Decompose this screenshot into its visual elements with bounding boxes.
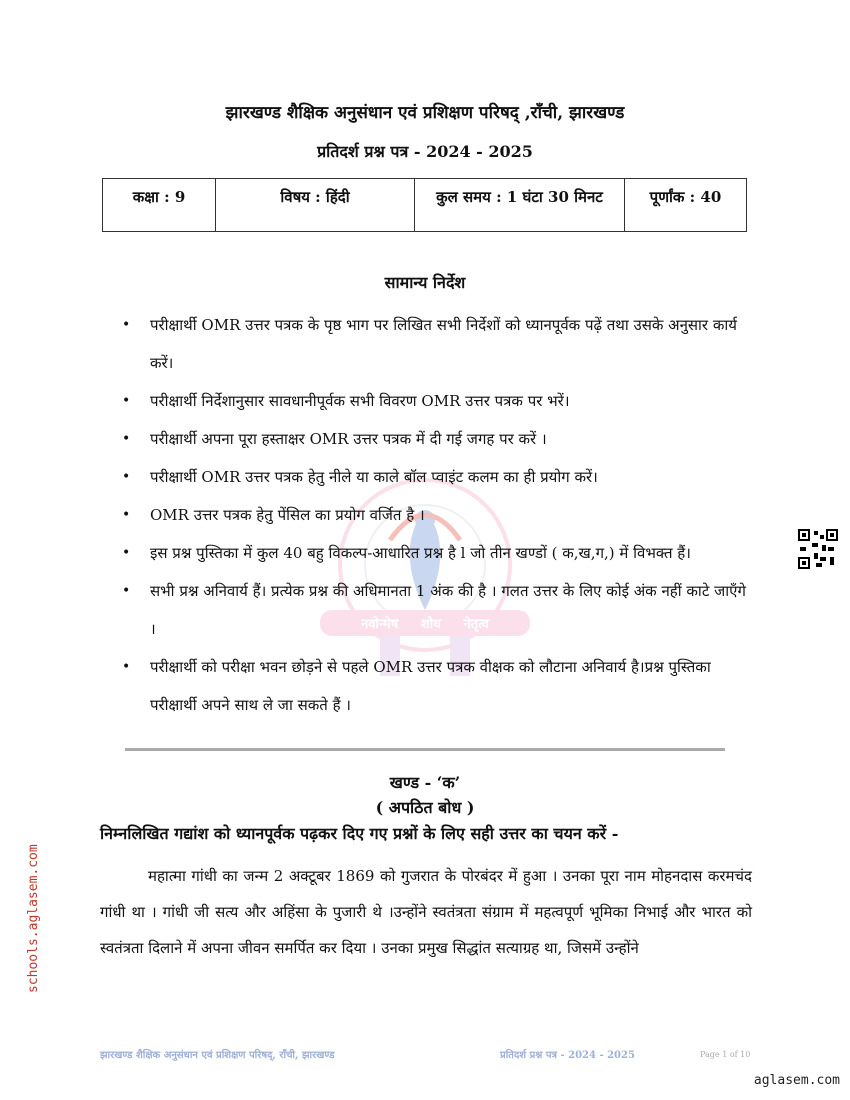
section-subtitle: ( अपठित बोध ) [375, 798, 475, 817]
footer-council-name: झारखण्ड शैक्षिक अनुसंधान एवं प्रशिक्षण परिषद्, राँची, झारखण्ड [100, 1050, 335, 1061]
class-cell: कक्षा : 9 [103, 179, 216, 232]
document-title: झारखण्ड शैक्षिक अनुसंधान एवं प्रशिक्षण परिषद् ,राँची, झारखण्ड [225, 103, 625, 123]
watermark-motto: नवोन्मेष शोध नेतृत्व [361, 617, 489, 632]
exam-info-table [102, 178, 747, 232]
instruction-item: • सभी प्रश्न अनिवार्य हैं। प्रत्येक प्रश्न की अधिमानता 1 अंक की है । गलत उत्तर के लिए कोई अंक नहीं काटे जाएँगे । [122, 582, 746, 638]
instructions-heading: सामान्य निर्देश [384, 273, 466, 292]
document-subtitle: प्रतिदर्श प्रश्न पत्र - 2024 - 2025 [317, 142, 533, 161]
instruction-item: • परीक्षार्थी अपना पूरा हस्ताक्षर OMR उत्तर पत्रक में दी गई जगह पर करें । [122, 430, 547, 448]
subject-cell: विषय : हिंदी [216, 179, 415, 232]
instruction-item: • परीक्षार्थी निर्देशानुसार सावधानीपूर्वक सभी विवरण OMR उत्तर पत्रक पर भरें। [122, 392, 570, 410]
site-link[interactable]: aglasem.com [753, 1073, 840, 1088]
instruction-item: • परीक्षार्थी को परीक्षा भवन छोड़ने से पहले OMR उत्तर पत्रक वीक्षक को लौटाना अनिवार्य है।प्रश्न पुस्तिका परीक्षार्थी अपने साथ ले जा सकते हैं । [122, 658, 711, 714]
passage-direction: निम्नलिखित गद्यांश को ध्यानपूर्वक पढ़कर दिए गए प्रश्नों के लिए सही उत्तर का चयन करें - [100, 824, 619, 843]
passage-text: महात्मा गांधी का जन्म 2 अक्टूबर 1869 को गुजरात के पोरबंदर में हुआ । उनका पूरा नाम मोहनदास करमचंद गांधी था । गांधी जी सत्य और अहिंसा के पुजारी थे ।उन्होंने स्वतंत्रता संग्राम में महत्वपूर्ण भूमिका निभाई और भारत को स्वतंत्रता दिलाने में अपना जीवन समर्पित कर दिया । उनका प्रमुख सिद्धांत सत्याग्रह था, जिसमें उन्होंने [100, 867, 752, 957]
instruction-item: • इस प्रश्न पुस्तिका में कुल 40 बहु विकल्प-आधारित प्रश्न है l जो तीन खण्डों ( क,ख,ग,) में विभक्त हैं। [122, 544, 691, 562]
footer-paper-name: प्रतिदर्श प्रश्न पत्र - 2024 - 2025 [500, 1050, 635, 1061]
instruction-item: • OMR उत्तर पत्रक हेतु पेंसिल का प्रयोग वर्जित है । [122, 506, 425, 524]
time-cell: कुल समय : 1 घंटा 30 मिनट [415, 179, 625, 232]
instructions-list [120, 306, 752, 724]
section-divider [125, 748, 725, 751]
instruction-item: • परीक्षार्थी OMR उत्तर पत्रक हेतु नीले या काले बॉल प्वाइंट कलम का ही प्रयोग करें। [122, 468, 598, 486]
section-title: खण्ड - ‘क’ [389, 773, 461, 792]
instruction-item: • परीक्षार्थी OMR उत्तर पत्रक के पृष्ठ भाग पर लिखित सभी निर्देशों को ध्यानपूर्वक पढ़ें तथा उसके अनुसार कार्य करें। [122, 316, 737, 372]
side-site-link[interactable]: schools.aglasem.com [26, 844, 41, 993]
footer-page-number: Page 1 of 10 [700, 1050, 751, 1059]
qr-code-icon[interactable] [798, 529, 838, 569]
marks-cell: पूर्णांक : 40 [625, 179, 747, 232]
